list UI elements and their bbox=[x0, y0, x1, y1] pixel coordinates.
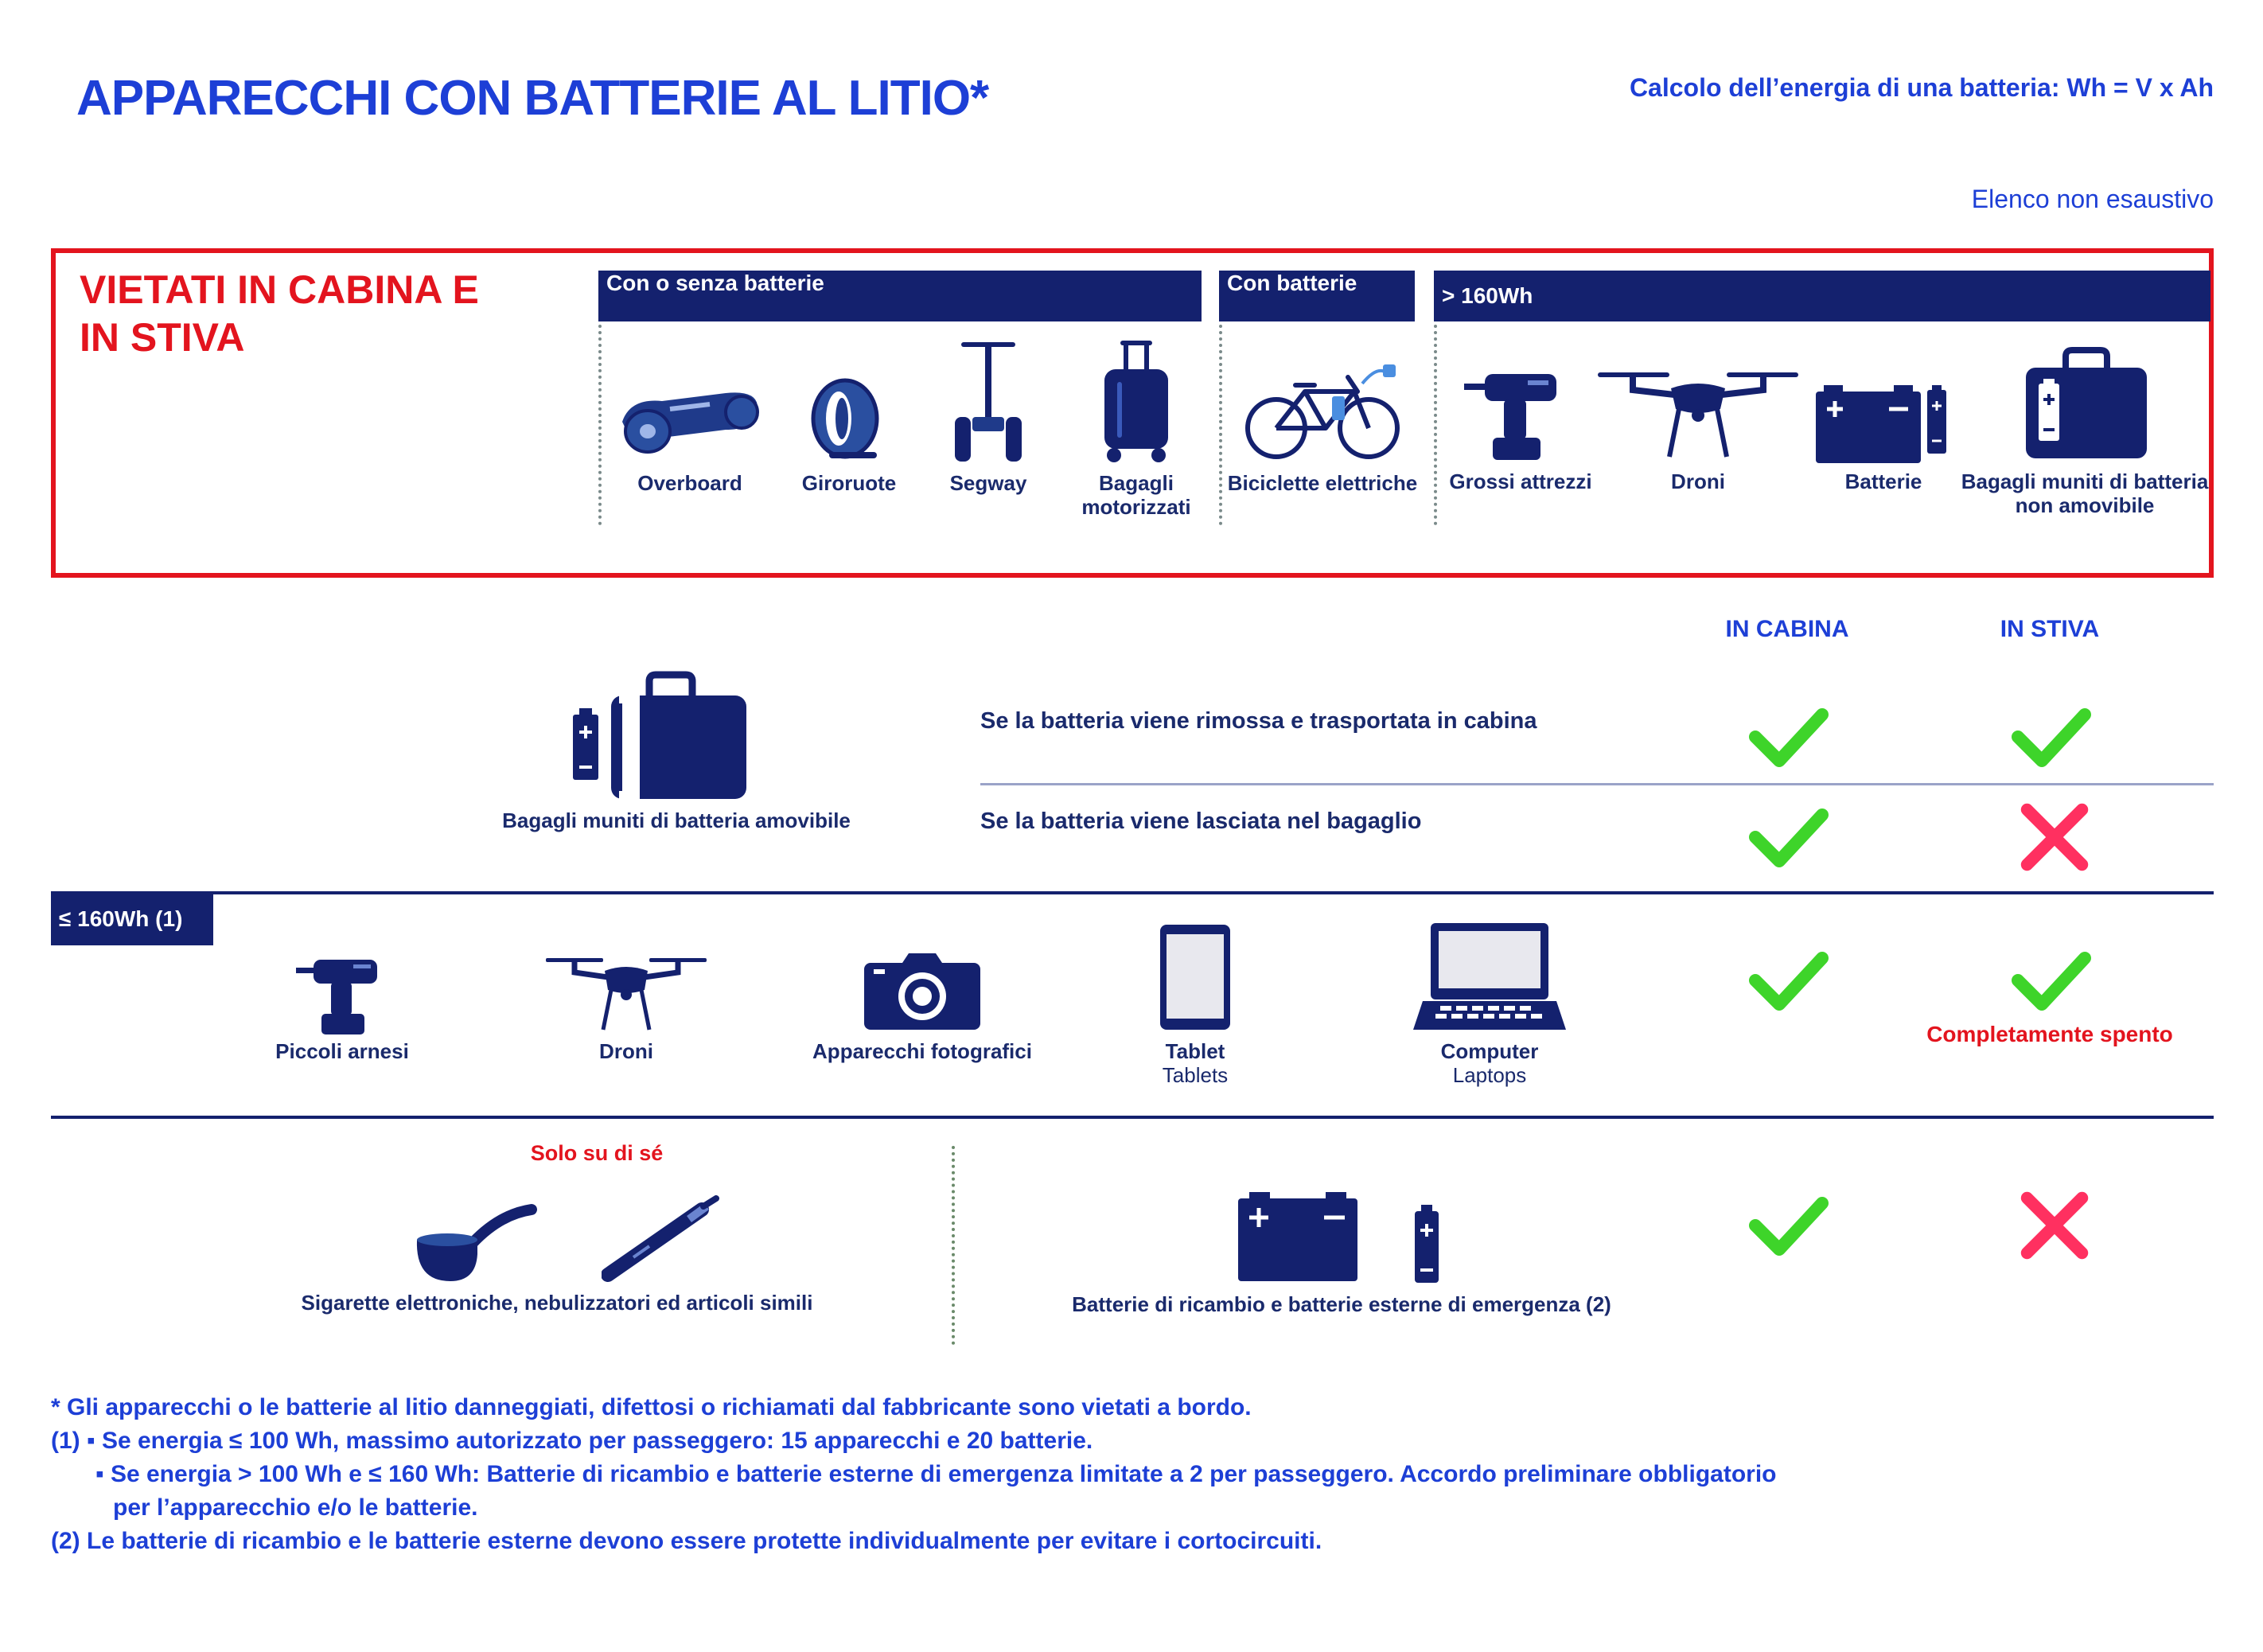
item-hoverboard bbox=[614, 374, 765, 462]
section-divider bbox=[51, 891, 2214, 894]
item-label: Overboard bbox=[637, 471, 742, 495]
footnote: (2) Le batterie di ricambio e le batterie esterne devono essere protette individualmente per evitare i cortocircuiti. bbox=[51, 1528, 1322, 1554]
item-label bbox=[1951, 469, 2218, 517]
item-segway bbox=[948, 337, 1028, 465]
cross-icon bbox=[2016, 799, 2093, 875]
item-label: Apparecchi fotografici bbox=[812, 1039, 1032, 1063]
footnote: * Gli apparecchi o le batterie al litio danneggiati, difettosi o richiamati dal fabbricante sono vietati a bordo. bbox=[51, 1394, 1252, 1420]
item-label-line1: Bagagli muniti di batteria bbox=[1961, 469, 2209, 493]
footnote: (1) ▪ Se energia ≤ 100 Wh, massimo autorizzato per passeggero: 15 apparecchi e 20 batterie. bbox=[51, 1428, 1093, 1454]
section-separator bbox=[952, 1146, 955, 1345]
group-separator bbox=[1434, 325, 1437, 525]
banned-title-line2: IN STIVA bbox=[80, 315, 245, 360]
item-tablet bbox=[1159, 923, 1232, 1031]
laptop-icon bbox=[1412, 921, 1568, 1033]
motorized-luggage-icon bbox=[1096, 337, 1176, 465]
check-icon bbox=[1747, 707, 1830, 770]
suitcase-battery-icon bbox=[2023, 347, 2150, 462]
group-separator bbox=[1219, 325, 1222, 525]
suitcase-removable-battery-icon bbox=[567, 668, 750, 804]
banned-title bbox=[80, 266, 479, 361]
item-label: Giroruote bbox=[801, 471, 897, 495]
item-label-line2: non amovibile bbox=[2015, 493, 2155, 517]
tablet-icon bbox=[1159, 923, 1232, 1031]
column-header-cabin: IN CABINA bbox=[1725, 616, 1849, 642]
non-exhaustive-note: Elenco non esaustivo bbox=[1971, 185, 2214, 213]
item-electric-bike bbox=[1243, 360, 1402, 463]
item-small-drone bbox=[543, 955, 710, 1034]
band-small-160wh: ≤ 160Wh (1) bbox=[51, 893, 213, 945]
item-small-drill bbox=[294, 953, 390, 1036]
check-icon bbox=[2010, 707, 2093, 770]
segway-icon bbox=[948, 337, 1028, 465]
group-header-over-160wh: > 160Wh bbox=[1434, 271, 2210, 321]
monowheel-icon bbox=[797, 374, 901, 462]
item-spare-batteries bbox=[1238, 1190, 1445, 1286]
hoverboard-icon bbox=[614, 374, 765, 462]
page-title: APPARECCHI CON BATTERIE AL LITIO* bbox=[76, 71, 989, 126]
item-laptop bbox=[1412, 921, 1568, 1033]
item-big-drill bbox=[1461, 368, 1572, 463]
item-big-battery bbox=[1816, 382, 1951, 465]
item-label bbox=[1116, 1039, 1275, 1087]
drill-icon bbox=[1461, 368, 1572, 463]
cross-icon bbox=[2016, 1187, 2093, 1264]
item-label bbox=[1410, 1039, 1569, 1087]
footnote: per l’apparecchio e/o le batterie. bbox=[113, 1494, 478, 1521]
item-camera bbox=[863, 952, 982, 1031]
footnote: ▪ Se energia > 100 Wh e ≤ 160 Wh: Batterie di ricambio e batterie esterne di emergenza limitate a 2 per passeggero. Accordo preliminare obbligatorio bbox=[95, 1461, 1777, 1487]
item-pipe bbox=[412, 1198, 539, 1286]
item-motorized-luggage bbox=[1096, 337, 1176, 465]
item-label-line2: motorizzati bbox=[1081, 495, 1191, 519]
e-cigarette-icon bbox=[602, 1195, 721, 1283]
check-icon bbox=[2010, 950, 2093, 1014]
group-header-with-or-without: Con o senza batterie bbox=[598, 271, 1202, 321]
check-icon bbox=[1747, 950, 1830, 1014]
group-separator bbox=[598, 325, 602, 525]
item-e-cigarette bbox=[602, 1195, 721, 1283]
item-label: Segway bbox=[949, 471, 1027, 495]
small-drill-icon bbox=[294, 953, 390, 1036]
removable-row-text: Se la batteria viene lasciata nel bagaglio bbox=[980, 808, 1422, 834]
spare-batteries-label: Batterie di ricambio e batterie esterne di emergenza (2) bbox=[1072, 1292, 1611, 1316]
item-label bbox=[1065, 471, 1208, 519]
removable-luggage-label: Bagagli muniti di batteria amovibile bbox=[502, 808, 851, 832]
row-divider bbox=[980, 783, 2214, 785]
check-icon bbox=[1747, 807, 1830, 871]
electric-bike-icon bbox=[1243, 360, 1402, 463]
check-icon bbox=[1747, 1195, 1830, 1259]
small-drone-icon bbox=[543, 955, 710, 1034]
item-label: Batterie bbox=[1844, 469, 1922, 493]
camera-icon bbox=[863, 952, 982, 1031]
item-label-line2: Laptops bbox=[1452, 1063, 1527, 1087]
item-suitcase-removable-battery bbox=[567, 668, 750, 804]
personal-note: Solo su di sé bbox=[530, 1141, 664, 1165]
e-pipe-icon bbox=[412, 1198, 539, 1286]
item-label: Biciclette elettriche bbox=[1227, 471, 1418, 495]
item-label-line1: Bagagli bbox=[1099, 471, 1174, 495]
section-divider bbox=[51, 1116, 2214, 1119]
hold-note: Completamente spento bbox=[1926, 1022, 2173, 1046]
battery-icon bbox=[1816, 382, 1951, 465]
item-label: Droni bbox=[599, 1039, 653, 1063]
group-header-with-battery: Con batterie bbox=[1219, 271, 1415, 321]
spare-batteries-icon bbox=[1238, 1190, 1445, 1286]
item-big-drone bbox=[1595, 368, 1801, 463]
drone-icon bbox=[1595, 368, 1801, 463]
item-monowheel bbox=[797, 374, 901, 462]
item-label: Droni bbox=[1671, 469, 1725, 493]
item-label-line1: Computer bbox=[1440, 1039, 1539, 1063]
item-label-line2: Tablets bbox=[1162, 1063, 1229, 1087]
item-label: Piccoli arnesi bbox=[275, 1039, 409, 1063]
item-suitcase-fixed-battery bbox=[2023, 347, 2150, 462]
item-label: Grossi attrezzi bbox=[1449, 469, 1592, 493]
item-label-line1: Tablet bbox=[1165, 1039, 1225, 1063]
removable-row-text: Se la batteria viene rimossa e trasportata in cabina bbox=[980, 708, 1537, 734]
energy-formula: Calcolo dell’energia di una batteria: Wh = V x Ah bbox=[1629, 73, 2214, 102]
column-header-hold: IN STIVA bbox=[2000, 616, 2100, 642]
e-cigarette-label: Sigarette elettroniche, nebulizzatori ed articoli simili bbox=[301, 1291, 813, 1315]
banned-title-line1: VIETATI IN CABINA E bbox=[80, 267, 479, 312]
